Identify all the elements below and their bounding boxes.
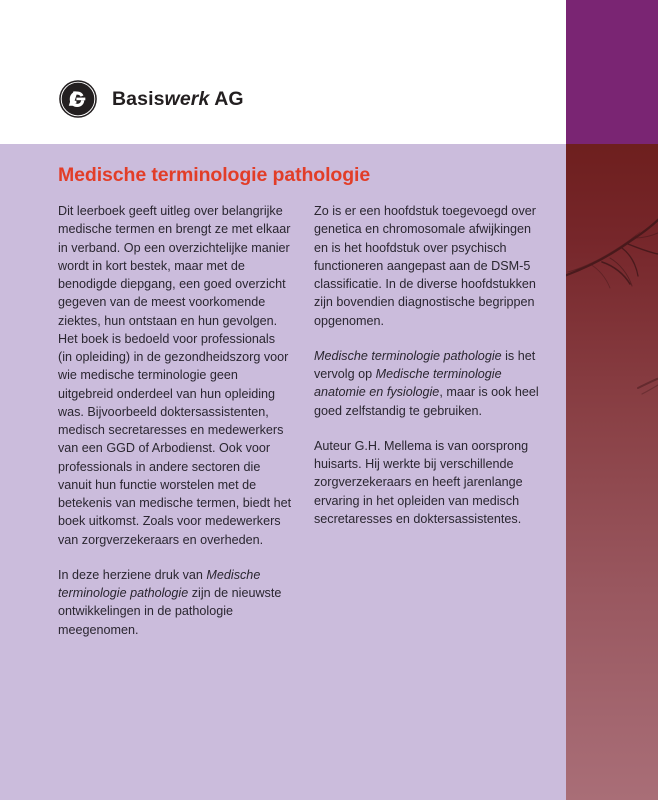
right-decorative-strip [566,0,658,800]
brand-name-suffix: AG [209,87,244,110]
brand-name [112,88,244,111]
book-title-italic: Medische terminologie pathologie [58,567,261,600]
text-columns [58,202,548,639]
text-run: is het vervolg op [314,348,536,381]
brand-name-italic: werk [164,87,210,110]
cover-header-band [0,0,566,144]
text-run: Zo is er een hoofdstuk toegevoegd over genetica en chromosomale afwijkingen en is het hoofdstuk over psychisch functioneren aangepast aan de DSM-5 classificatie. In de diverse hoofdstukken zijn bovendien diagnostische begrippen opgenomen. [314,204,536,328]
text-run: Dit leerboek geeft uitleg over belangrijke medische termen en brengt ze met elkaar in verband. Op een overzichtelijke manier wordt in kort bestek, maar met de benodigde diepgang, een goed overzicht gegeven van de meest voorkomende ziektes, hun ontstaan en hun gevolgen. Het boek is bedoeld voor professionals (in opleiding) in de gezondheidszorg voor wie medische terminologie geen uitgebreid onderdeel van hun opleiding was. Bijvoorbeeld doktersassistenten, medisch secretaresses en medewerkers van een GGD of Arbodienst. Ook voor professionals in andere sectoren die vanuit hun functie worstelen met de betekenis van medische termen, biedt het boek uitkomst. Zoals voor medewerkers van zorgverzekeraars en overheden. [58,204,292,547]
text-run: In deze herziene druk van [58,567,207,582]
ag-circle-logo-icon [58,79,98,119]
brand-name-prefix: Basis [112,87,165,110]
page-title: Medische terminologie pathologie [58,164,371,186]
left-text-column [58,202,292,639]
twig-branches-icon [566,144,658,800]
right-text-column [314,202,548,639]
text-run: zijn de nieuwste ontwikkelingen in de pathologie meegenomen. [58,586,282,637]
book-title-italic: Medische terminologie anatomie en fysiologie [314,367,502,400]
paragraph-new-chapters [314,202,548,330]
paragraph-author [314,437,548,528]
text-run: , maar is ook heel goed zelfstandig te gebruiken. [314,385,539,418]
twig-photo-panel [566,144,658,800]
book-title-italic: Medische terminologie pathologie [314,348,502,363]
paragraph-revision [58,566,292,639]
text-run: Auteur G.H. Mellema is van oorsprong huisarts. Hij werkte bij verschillende zorgverzekeraars en heeft jarenlange ervaring in het opleiden van medisch secretaresses en doktersassistentes. [314,438,529,526]
purple-accent-block [566,0,658,144]
paragraph-series [314,347,548,420]
brand-lockup [58,79,244,119]
cover-body [0,144,566,800]
paragraph-intro [58,202,292,549]
